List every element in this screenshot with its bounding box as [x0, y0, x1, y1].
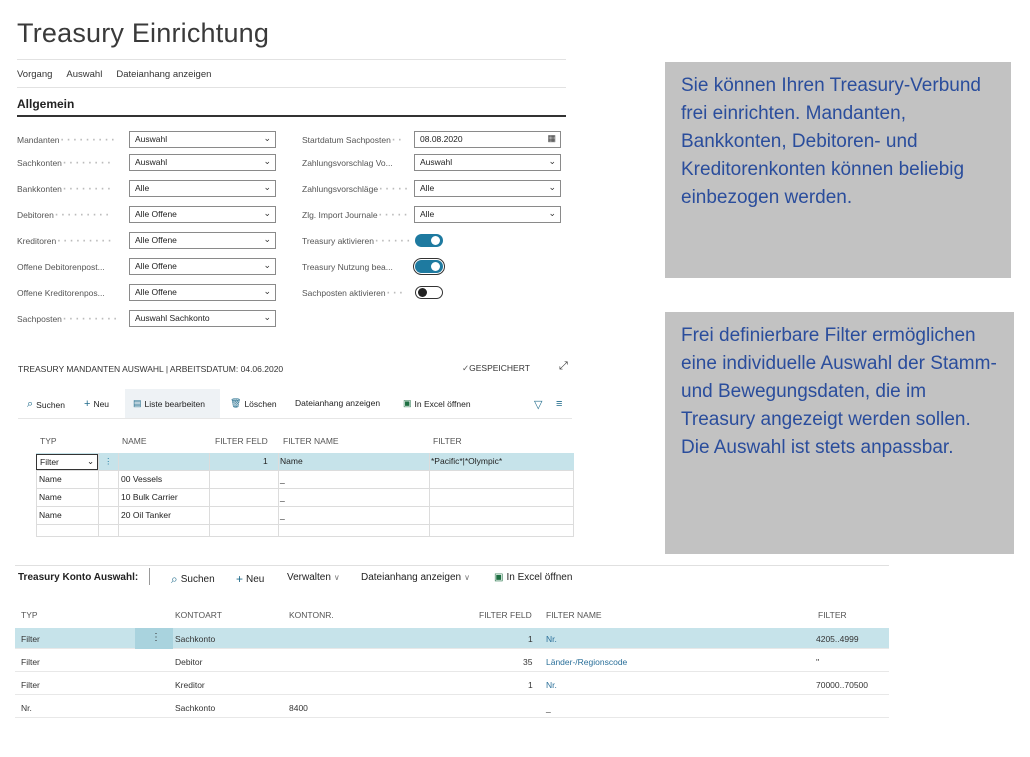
excel-button[interactable]: ▣ In Excel öffnen	[403, 398, 471, 409]
plus-icon: +	[84, 398, 91, 410]
chevron-down-icon: ⌄	[548, 208, 556, 218]
chevron-down-icon: ⌄	[263, 133, 271, 143]
toolbar-divider	[18, 418, 572, 419]
zahlungsvorschlaege-select[interactable]: Alle ⌄	[414, 180, 561, 197]
excel-icon: ▣	[403, 398, 412, 408]
konto-new-button[interactable]: + Neu	[236, 572, 265, 586]
konto-excel-button[interactable]: ▣ In Excel öffnen	[494, 572, 573, 583]
plus-icon: +	[236, 572, 244, 586]
action-vorgang[interactable]: Vorgang	[17, 69, 53, 80]
field-offene-debitorenposten-label: Offene Debitorenpost...	[17, 261, 105, 272]
startdatum-input[interactable]: 08.08.2020 ▦	[414, 131, 561, 148]
edit-list-button[interactable]: ▤ Liste bearbeiten	[133, 398, 206, 409]
chevron-down-icon: ∨	[464, 573, 470, 582]
chevron-down-icon: ⌄	[548, 182, 556, 192]
page-title: Treasury Einrichtung	[17, 18, 270, 48]
field-mandanten-label: Mandanten ·········	[17, 130, 117, 148]
col-filter[interactable]: FILTER	[433, 436, 462, 446]
field-sachposten-aktivieren-label: Sachposten aktivieren ···	[302, 283, 405, 301]
field-zahlungsvorschlag-vo-label: Zahlungsvorschlag Vo...	[302, 157, 393, 168]
edit-list-icon: ▤	[133, 398, 142, 408]
col-divider	[429, 453, 430, 537]
col-typ[interactable]: TYP	[40, 436, 57, 446]
chevron-down-icon: ⌄	[263, 260, 271, 270]
attachment-button[interactable]: Dateianhang anzeigen	[295, 398, 381, 408]
typ-select[interactable]: Filter ⌄	[36, 454, 98, 470]
row-menu-icon[interactable]: ⋮	[135, 628, 173, 649]
table-row[interactable]: Nr. Sachkonto 8400 _	[15, 697, 889, 718]
chevron-down-icon: ⌄	[263, 286, 271, 296]
field-debitoren-label: Debitoren ·········	[17, 205, 111, 223]
col-filter-feld[interactable]: FILTER FELD	[215, 436, 268, 446]
field-kreditoren-label: Kreditoren ·········	[17, 231, 114, 249]
search-button[interactable]: ⌕ Suchen	[27, 398, 66, 410]
callout-text: Frei definierbare Filter ermöglichen eine individuelle Auswahl der Stamm- und Bewegungsdaten, die im Treasury angezeigt werden sollen. Die Auswahl ist stets anpassbar.	[665, 312, 1014, 554]
debitoren-select[interactable]: Alle Offene ⌄	[129, 206, 276, 223]
field-startdatum-label: Startdatum Sachposten ··	[302, 130, 404, 148]
chevron-down-icon: ⌄	[87, 456, 95, 466]
col-divider	[278, 453, 279, 537]
sachposten-select[interactable]: Auswahl Sachkonto ⌄	[129, 310, 276, 327]
field-treasury-aktivieren-label: Treasury aktivieren ······	[302, 231, 412, 249]
field-sachkonten-label: Sachkonten ········	[17, 153, 113, 171]
field-bankkonten-label: Bankkonten ········	[17, 179, 113, 197]
expand-icon[interactable]: ⤢	[559, 360, 568, 372]
divider	[17, 87, 566, 88]
new-button[interactable]: + Neu	[84, 398, 110, 410]
callout-text: Sie können Ihren Treasury-Verbund frei einrichten. Mandanten, Bankkonten, Debitoren- und Kreditorenkonten können beliebig einbezogen werden.	[665, 62, 1011, 278]
mandanten-select[interactable]: Auswahl ⌄	[129, 131, 276, 148]
col-divider	[209, 453, 210, 537]
konto-search-button[interactable]: ⌕ Suchen	[171, 572, 215, 586]
offene-debitorenposten-select[interactable]: Alle Offene ⌄	[129, 258, 276, 275]
col-filter[interactable]: FILTER	[818, 610, 847, 620]
action-dateianhang[interactable]: Dateianhang anzeigen	[116, 69, 212, 80]
subgrid-title: TREASURY MANDANTEN AUSWAHL | ARBEITSDATUM: 04.06.2020	[18, 364, 284, 374]
col-divider	[118, 453, 119, 537]
field-treasury-nutzung-label: Treasury Nutzung bea...	[302, 261, 393, 272]
offene-kreditorenposten-select[interactable]: Alle Offene ⌄	[129, 284, 276, 301]
table-row[interactable]: Filter ⋮ Sachkonto 1 Nr. 4205..4999	[15, 628, 889, 649]
chevron-down-icon: ∨	[333, 573, 340, 582]
zahlungsvorschlag-vo-select[interactable]: Auswahl ⌄	[414, 154, 561, 171]
row-menu-icon[interactable]: ⋮	[104, 456, 113, 466]
action-auswahl[interactable]: Auswahl	[66, 69, 103, 80]
search-icon: ⌕	[171, 572, 178, 586]
field-sachposten-label: Sachposten ·········	[17, 309, 119, 327]
field-zahlungsvorschlaege-label: Zahlungsvorschläge ·····	[302, 179, 410, 197]
delete-button[interactable]: 🗑 Löschen	[230, 398, 277, 409]
col-filter-name[interactable]: FILTER NAME	[546, 610, 602, 620]
sachkonten-select[interactable]: Auswahl ⌄	[129, 154, 276, 171]
chevron-down-icon: ⌄	[263, 312, 271, 322]
filter-icon[interactable]: ▽	[534, 399, 543, 411]
table-row[interactable]: Filter Debitor 35 Länder-/Regionscode ''	[15, 651, 889, 672]
kreditoren-select[interactable]: Alle Offene ⌄	[129, 232, 276, 249]
field-import-journale-label: Zlg. Import Journale ·····	[302, 205, 410, 223]
section-underline	[17, 115, 566, 117]
col-kontoart[interactable]: KONTOART	[175, 610, 222, 620]
import-journale-select[interactable]: Alle ⌄	[414, 206, 561, 223]
table-row[interactable]: Name 00 Vessels _	[36, 471, 574, 489]
table-row[interactable]: Name 10 Bulk Carrier _	[36, 489, 574, 507]
table-row[interactable]: Filter ⌄ ⋮ 1 Name *Pacific*|*Olympic*	[36, 453, 574, 471]
list-view-icon[interactable]: ≡	[556, 398, 563, 410]
col-divider	[98, 453, 99, 537]
chevron-down-icon: ⌄	[263, 156, 271, 166]
field-offene-kreditorenposten-label: Offene Kreditorenpos...	[17, 287, 105, 298]
table-row[interactable]: Name 20 Oil Tanker _	[36, 507, 574, 525]
col-name[interactable]: NAME	[122, 436, 147, 446]
sachposten-aktivieren-toggle[interactable]	[415, 286, 443, 299]
action-bar	[17, 69, 211, 80]
bankkonten-select[interactable]: Alle ⌄	[129, 180, 276, 197]
search-icon: ⌕	[27, 398, 34, 410]
konto-title: Treasury Konto Auswahl:	[18, 572, 139, 583]
treasury-aktivieren-toggle[interactable]	[415, 234, 443, 247]
chevron-down-icon: ⌄	[548, 156, 556, 166]
treasury-nutzung-toggle[interactable]	[415, 260, 443, 273]
excel-icon: ▣	[494, 572, 504, 583]
konto-attachment-menu[interactable]: Dateianhang anzeigen ∨	[361, 572, 470, 583]
col-filter-name[interactable]: FILTER NAME	[283, 436, 339, 446]
check-icon: ✓	[462, 363, 470, 373]
divider	[15, 565, 889, 566]
col-kontonr[interactable]: KONTONR.	[289, 610, 334, 620]
section-title[interactable]: Allgemein	[17, 97, 75, 111]
konto-manage-menu[interactable]: Verwalten ∨	[287, 572, 340, 583]
col-typ[interactable]: TYP	[21, 610, 38, 620]
saved-status: ✓GESPEICHERT	[462, 363, 530, 373]
toolbar-divider	[149, 568, 150, 585]
trash-icon: 🗑	[230, 398, 242, 408]
divider	[17, 59, 566, 60]
calendar-icon[interactable]: ▦	[547, 133, 556, 143]
chevron-down-icon: ⌄	[263, 182, 271, 192]
col-filter-feld[interactable]: FILTER FELD	[479, 610, 532, 620]
table-row[interactable]: Filter Kreditor 1 Nr. 70000..70500	[15, 674, 889, 695]
chevron-down-icon: ⌄	[263, 234, 271, 244]
chevron-down-icon: ⌄	[263, 208, 271, 218]
